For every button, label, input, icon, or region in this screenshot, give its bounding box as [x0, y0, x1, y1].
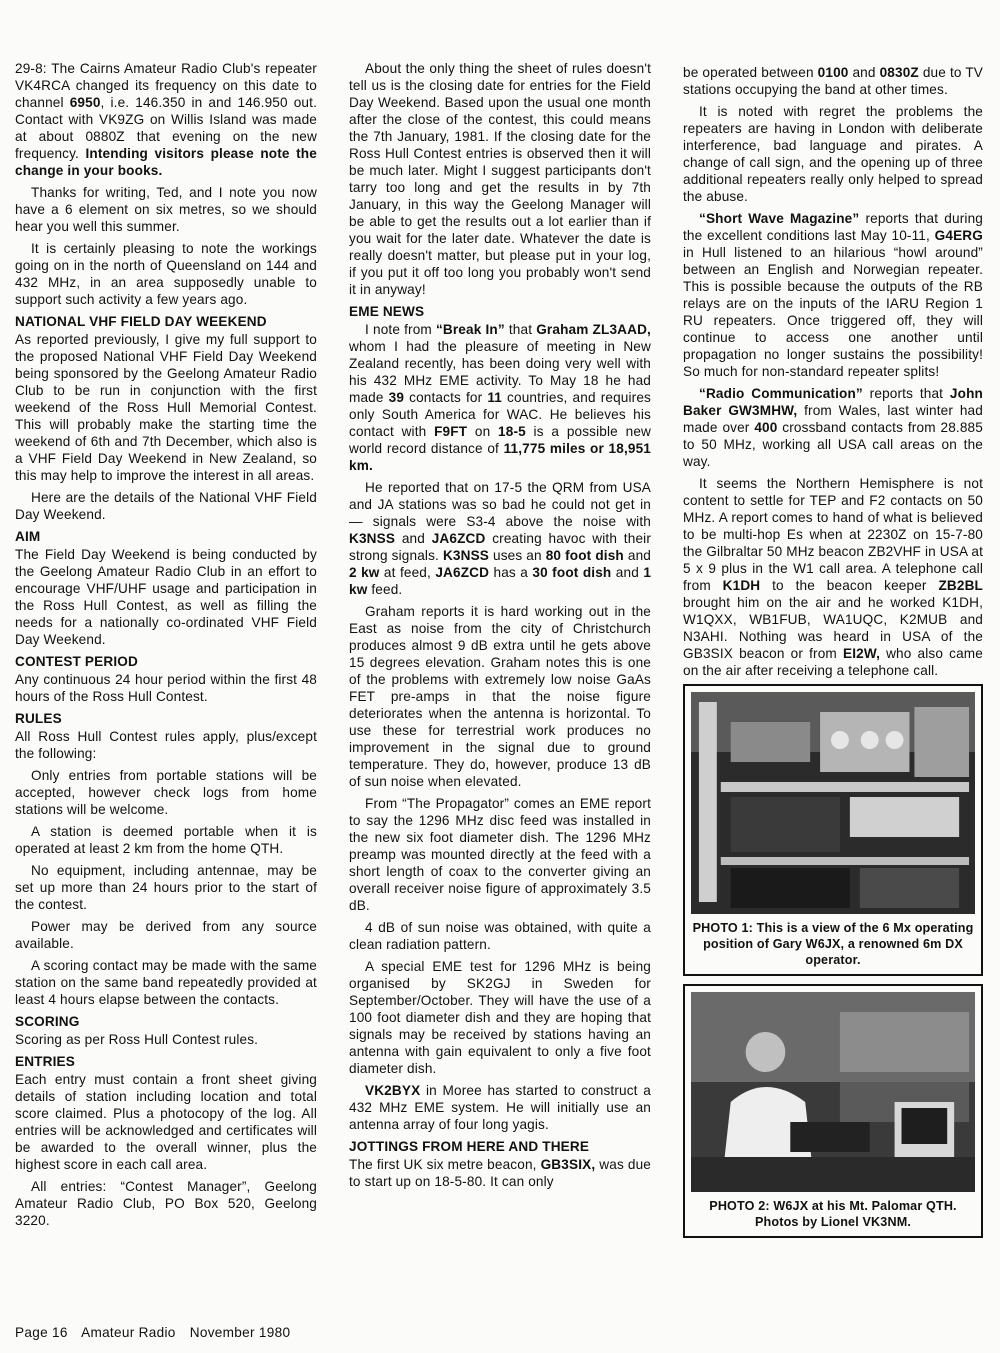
text-run: reports that [862, 386, 950, 401]
bold-run: JA6ZCD [431, 531, 486, 546]
bold-run: F9FT [434, 424, 468, 439]
paragraph: Graham reports it is hard working out in the East as noise from the city of Christchurch produces almost 9 dB extra until he gets above 15 degrees elevation. Graham notes this is one of the problems with extremely low noise GaAs FET pre-amps in that the noise figure deteriorates when the antenna is horizontal. To use these for terrestrial work produces no improvement in the signal due to ground temperature. They do, however, produce 13 dB of sun noise when elevated. [349, 604, 651, 789]
text-run: brought him on the air and he worked K1DH, W1QXX, WB1FUB, WA1UQC, K2MUB and N3AHI. Nothing was heard in USA of the GB3SIX beacon or from [683, 595, 983, 661]
bold-run: 0830Z [879, 65, 919, 80]
paragraph [349, 1156, 651, 1190]
text-run: contacts for [404, 390, 488, 405]
paragraph: 29-8: The Cairns Amateur Radio Club's repeater VK4RCA changed its frequency on this date to channel 6950, i.e. 146.350 in and 146.950 out. Contact with VK9ZG on Willis Island was made at about 0880Z that evening on the new frequency. Intending visitors please note the change in your books. [15, 61, 317, 178]
photo-2-image [691, 992, 975, 1192]
paragraph: 4 dB of sun noise was obtained, with quite a clean radiation pattern. [349, 920, 651, 952]
issue-date: November 1980 [189, 1325, 291, 1340]
text-run: uses an [489, 548, 546, 563]
bold-run: 1 kw [349, 565, 652, 597]
photo-1-image [691, 692, 975, 914]
paragraph: All Ross Hull Contest rules apply, plus/except the following: [15, 729, 317, 761]
text-run: whom I had the pleasure of meeting in New Zealand recently, has been doing very well with his 432 MHz EME activity. To May 18 he had made [349, 339, 651, 405]
column-2 [349, 60, 651, 1195]
text-run: He reported that on 17-5 the QRM from USA and JA stations was so bad he could not get in — signals were S3-4 above the noise with [349, 480, 651, 529]
paragraph: All entries: “Contest Manager”, Geelong Amateur Radio Club, PO Box 520, Geelong 3220. [15, 1179, 317, 1228]
paragraph [349, 321, 651, 474]
bold-run: JA6ZCD [435, 565, 490, 580]
bold-run: GB3SIX, [540, 1157, 596, 1172]
paragraph: Here are the details of the National VHF Field Day Weekend. [15, 490, 317, 522]
page-footer [15, 1325, 300, 1340]
paragraph: It is noted with regret the problems the repeaters are having in London with deliberate interference, bad language and pirates. A change of call sign, and the opening up of three additional repeaters really only helped to spread the abuse. [683, 104, 983, 204]
bold-run: 2 kw [349, 565, 380, 580]
paragraph [683, 210, 983, 380]
paragraph: Any continuous 24 hour period within the first 48 hours of the Ross Hull Contest. [15, 672, 317, 704]
paragraph: A scoring contact may be made with the same station on the same band repeatedly provided at least 4 hours elapse between the contacts. [15, 958, 317, 1007]
magazine-name: Amateur Radio [81, 1325, 176, 1340]
bold-run: K3NSS [349, 531, 396, 546]
paragraph: Scoring as per Ross Hull Contest rules. [15, 1032, 259, 1047]
text-run: at feed, [379, 565, 436, 580]
bold-run: “Short Wave Magazine” [699, 211, 860, 226]
text-run: The first UK six metre beacon, [349, 1157, 541, 1172]
paragraph [349, 479, 651, 598]
text-run: It seems the Northern Hemisphere is not content to settle for TEP and F2 contacts on 50 MHz. A report comes to hand of what is believed to be multi-hop Es when at 2230Z on 15-7-80 the Gilbraltar 50 MHz beacon ZB2VHF in USA at 5 x 9 plus in the W1 call area. A telephone call from [683, 476, 983, 593]
text-run: I note from [365, 322, 436, 337]
bold-run: 80 foot dish [545, 548, 624, 563]
text-run: in Moree has started to construct a 432 MHz EME system. He will initially use an antenna array of four long yagis. [349, 1083, 651, 1132]
bold-run: 18-5 [498, 424, 526, 439]
bold-run: K3NSS [442, 548, 490, 563]
bold-run: K1DH [722, 578, 761, 593]
text-run: be operated between [683, 65, 818, 80]
photo-2-box [683, 984, 983, 1238]
text-run: and [611, 565, 644, 580]
bold-run: 11 [487, 390, 503, 405]
bold-run: 0100 [817, 65, 849, 80]
text-run: that [504, 322, 537, 337]
column-1 [15, 60, 317, 1234]
bold-run: 11,775 miles or 18,951 km. [349, 441, 652, 473]
photo-1-caption: PHOTO 1: This is a view of the 6 Mx operating position of Gary W6JX, a renowned 6m DX operator. [692, 921, 974, 967]
text-run: has a [489, 565, 533, 580]
paragraph [349, 1082, 651, 1133]
text-run: and [623, 548, 652, 563]
section-heading: NATIONAL VHF FIELD DAY WEEKEND [15, 314, 267, 329]
photo-2-caption: PHOTO 2: W6JX at his Mt. Palomar QTH. Photos by Lionel VK3NM. [709, 1199, 957, 1229]
section-heading: RULES [15, 711, 62, 726]
paragraph [683, 475, 983, 679]
text-run: and [395, 531, 432, 546]
section-heading: JOTTINGS FROM HERE AND THERE [349, 1139, 590, 1154]
paragraph: No equipment, including antennae, may be set up more than 24 hours prior to the start of the contest. [15, 863, 317, 912]
text-run: creating havoc with their strong signals. [349, 531, 652, 563]
bold-run: “Break In” [435, 322, 505, 337]
section-heading: AIM [15, 529, 41, 544]
section-heading: CONTEST PERIOD [15, 654, 138, 669]
paragraph: Thanks for writing, Ted, and I note you now have a 6 element on six metres, so we should hear you well this summer. [15, 185, 317, 234]
paragraph: Power may be derived from any source available. [15, 919, 317, 951]
paragraph: It is certainly pleasing to note the workings going on in the north of Queensland on 144 and 432 MHz, in an area supposedly unable to support such activity a few years ago. [15, 241, 317, 307]
bold-run: VK2BYX [365, 1083, 421, 1098]
paragraph: A station is deemed portable when it is operated at least 2 km from the home QTH. [15, 824, 317, 856]
paragraph: As reported previously, I give my full support to the proposed National VHF Field Day Weekend being sponsored by the Geelong Amateur Radio Club to be run in conjunction with the first weekend of the Ross Hull Memorial Contest. This will probably make the starting time the weekend of 6th and 7th December, which also is a VHF Field Day Weekend in New Zealand, so this may help to improve the interest in all areas. [15, 332, 317, 483]
text-run: was due to start up on 18-5-80. It can only [349, 1157, 651, 1189]
text-run: to the beacon keeper [760, 578, 939, 593]
text-run: crossband contacts from 28.885 to 50 MHz, working all USA call areas on the way. [683, 420, 983, 469]
text-run: who also came on the air after receiving a telephone call. [683, 646, 983, 678]
paragraph: A special EME test for 1296 MHz is being organised by SK2GJ in Sweden for September/October. They will have the use of a 100 foot diameter dish and they are hoping that signals may be received by stations having an antenna with gain equivalent to only a five foot diameter dish. [349, 959, 651, 1076]
paragraph [683, 64, 983, 98]
bold-run: 30 foot dish [532, 565, 612, 580]
photo-1-box [683, 684, 983, 976]
bold-run: ZB2BL [938, 578, 983, 593]
section-heading: ENTRIES [15, 1054, 75, 1069]
paragraph [683, 385, 983, 470]
text-run: feed. [367, 582, 403, 597]
column-3 [683, 64, 983, 1246]
page-number: Page 16 [15, 1325, 68, 1340]
bold-run: EI2W, [842, 646, 880, 661]
text-run: is a possible new world record distance of [349, 424, 651, 456]
text-run: in Hull listened to an hilarious “howl around” between an English and Norwegian repeater. This is possible because the outputs of the RB relays are on the inputs of the IARU Region 1 RU repeaters. Once triggered off, they will continue to access one another until propagation no longer sustains the possibility! So much for non-standard repeater splits! [683, 245, 983, 379]
bold-run: John Baker GW3MHW, [683, 386, 983, 418]
paragraph: About the only thing the sheet of rules doesn't tell us is the closing date for entries for the Field Day Weekend. Based upon the usual one month after the close of the contest, this could means the 7th January, 1981. If the closing date for the Ross Hull Contest entries is observed then it will be much later. Might I suggest participants don't tarry too long and get the results in by 7th January, in this way the Geelong Manager will be able to get the results out a lot earlier than if you wait for the later date. Whatever the date is really doesn't matter, but please put in your log, if you put it off too long you probably won't send it in anyway! [349, 61, 651, 297]
text-run: from Wales, last winter had made over [683, 403, 983, 435]
text-run: due to TV stations occupying the band at other times. [683, 65, 983, 97]
paragraph: From “The Propagator” comes an EME report to say the 1296 MHz disc feed was installed in the new six foot diameter dish. The 1296 MHz preamp was mounted directly at the feed with a short length of coax to the converter giving an overall receiver noise figure of approximately 3.5 dB. [349, 796, 651, 913]
bold-run: 39 [388, 390, 405, 405]
paragraph: The Field Day Weekend is being conducted by the Geelong Amateur Radio Club in an effort to encourage VHF/UHF usage and participation in the Ross Hull Contest, as well as filling the needs for a nationally co-ordinated VHF Field Day Weekend. [15, 547, 317, 647]
paragraph: Only entries from portable stations will be accepted, however check logs from home stations will be welcome. [15, 768, 317, 817]
section-heading: SCORING [15, 1014, 80, 1029]
bold-run: Graham ZL3AAD, [536, 322, 651, 337]
bold-run: G4ERG [934, 228, 983, 243]
text-run: reports that during the excellent conditions last May 10-11, [683, 211, 983, 243]
text-run: countries, and requires only South America for WAC. He believes his contact with [349, 390, 652, 439]
text-run: on [467, 424, 499, 439]
paragraph: Each entry must contain a front sheet giving details of station including location and total score claimed. Plus a photocopy of the log. All entries will be acknowledged and certificates will be awarded to the overall winner, plus the highest score in each call area. [15, 1072, 317, 1172]
bold-run: 400 [754, 420, 778, 435]
text-run: and [848, 65, 880, 80]
section-heading: EME NEWS [349, 304, 425, 319]
bold-run: “Radio Communication” [699, 386, 863, 401]
